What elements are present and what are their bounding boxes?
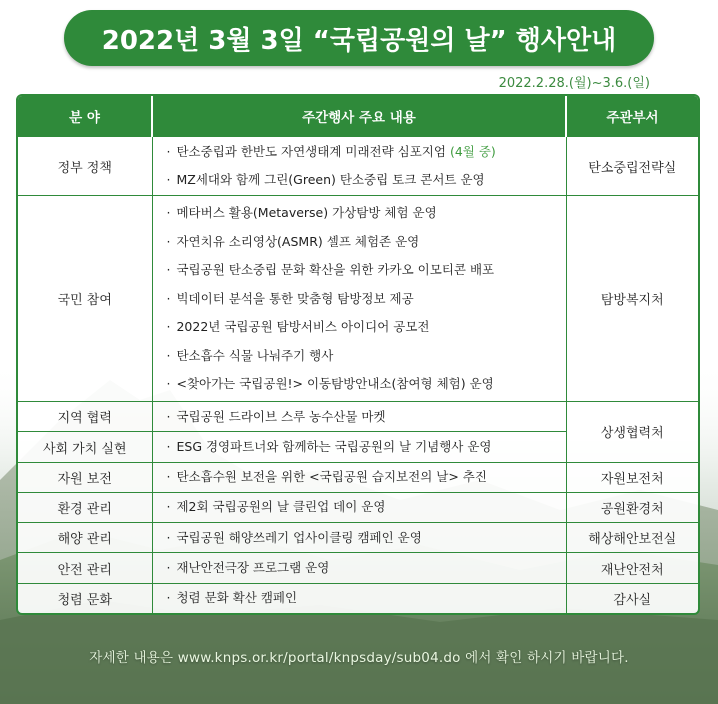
row-items	[152, 196, 566, 402]
table-row	[18, 137, 698, 196]
list-item	[167, 199, 566, 228]
item-text: <찾아가는 국립공원!> 이동탐방안내소(참여형 체험) 운영	[176, 376, 494, 392]
list-item	[167, 524, 566, 553]
row-items	[152, 432, 566, 462]
list-item	[167, 228, 566, 257]
footer-notice: 자세한 내용은 www.knps.or.kr/portal/knpsday/sub04.do 에서 확인 하시기 바랍니다.	[89, 650, 629, 666]
column-header-content: 주간행사 주요 내용	[152, 96, 566, 137]
row-category: 해양 관리	[18, 523, 152, 553]
item-text: 국립공원 해양쓰레기 업사이클링 캠페인 운영	[176, 529, 422, 545]
item-text: 제2회 국립공원의 날 클린업 데이 운영	[176, 499, 386, 515]
list-item	[167, 342, 566, 371]
bullet-mark: ·	[166, 290, 171, 306]
row-category: 자원 보전	[18, 462, 152, 492]
row-department: 상생협력처	[566, 402, 698, 463]
list-item	[167, 138, 566, 167]
list-item	[167, 370, 566, 399]
event-table	[16, 94, 700, 615]
table-row	[18, 583, 698, 613]
list-item	[167, 463, 566, 492]
item-text: ESG 경영파트너와 함께하는 국립공원의 날 기념행사 운영	[176, 438, 492, 454]
bullet-mark: ·	[166, 590, 171, 606]
row-items	[152, 492, 566, 522]
row-category: 정부 정책	[18, 137, 152, 196]
item-text: 재난안전극장 프로그램 운영	[176, 559, 330, 575]
list-item	[167, 313, 566, 342]
row-items	[152, 553, 566, 583]
row-category: 환경 관리	[18, 492, 152, 522]
column-header-department: 주관부서	[566, 96, 698, 137]
row-department: 공원환경처	[566, 492, 698, 522]
bullet-mark: ·	[166, 143, 171, 159]
list-item	[167, 433, 566, 462]
bullet-mark: ·	[166, 319, 171, 335]
item-text: 국립공원 드라이브 스루 농수산물 마켓	[176, 408, 386, 424]
item-text: 탄소중립과 한반도 자연생태계 미래전략 심포지엄	[176, 143, 446, 159]
item-text: MZ세대와 함께 그린(Green) 탄소중립 토크 콘서트 운영	[176, 172, 485, 188]
item-note: (4월 중)	[449, 143, 496, 159]
bullet-mark: ·	[166, 262, 171, 278]
item-text: 국립공원 탄소중립 문화 확산을 위한 카카오 이모티콘 배포	[176, 262, 495, 278]
list-item	[167, 285, 566, 314]
item-text: 탄소흡수원 보전을 위한 <국립공원 습지보전의 날> 추진	[176, 469, 487, 485]
bullet-mark: ·	[166, 376, 171, 392]
row-items	[152, 462, 566, 492]
bullet-mark: ·	[166, 205, 171, 221]
list-item	[167, 493, 566, 522]
row-category: 안전 관리	[18, 553, 152, 583]
row-department: 자원보전처	[566, 462, 698, 492]
row-items	[152, 523, 566, 553]
bullet-mark: ·	[166, 499, 171, 515]
table-row	[18, 492, 698, 522]
row-category: 청렴 문화	[18, 583, 152, 613]
table-row	[18, 553, 698, 583]
bullet-mark: ·	[166, 347, 171, 363]
event-period: 2022.2.28.(월)~3.6.(일)	[498, 76, 650, 91]
table-row	[18, 462, 698, 492]
bullet-mark: ·	[166, 408, 171, 424]
table-header-row	[18, 96, 698, 137]
row-category: 사회 가치 실현	[18, 432, 152, 462]
list-item	[167, 166, 566, 195]
schedule-table	[18, 96, 698, 613]
table-row	[18, 402, 698, 432]
list-item	[167, 584, 566, 613]
row-department: 재난안전처	[566, 553, 698, 583]
bullet-mark: ·	[166, 438, 171, 454]
row-department: 탄소중립전략실	[566, 137, 698, 196]
list-item	[167, 554, 566, 583]
item-text: 탄소흡수 식물 나눠주기 행사	[176, 347, 334, 363]
item-text: 청렴 문화 확산 캠페인	[176, 590, 298, 606]
row-items	[152, 137, 566, 196]
item-text: 빅데이터 분석을 통한 맞춤형 탐방정보 제공	[176, 290, 414, 306]
row-department: 탐방복지처	[566, 196, 698, 402]
list-item	[167, 256, 566, 285]
row-department: 감사실	[566, 583, 698, 613]
table-row	[18, 523, 698, 553]
table-row	[18, 196, 698, 402]
bullet-mark: ·	[166, 529, 171, 545]
bullet-mark: ·	[166, 469, 171, 485]
bullet-mark: ·	[166, 233, 171, 249]
row-items	[152, 583, 566, 613]
item-text: 메타버스 활용(Metaverse) 가상탐방 체험 운영	[176, 205, 437, 221]
list-item	[167, 403, 566, 432]
row-items	[152, 402, 566, 432]
row-category: 국민 참여	[18, 196, 152, 402]
row-category: 지역 협력	[18, 402, 152, 432]
item-text: 자연치유 소리영상(ASMR) 셀프 체험존 운영	[176, 233, 420, 249]
bullet-mark: ·	[166, 172, 171, 188]
bullet-mark: ·	[166, 559, 171, 575]
column-header-category: 분 야	[18, 96, 152, 137]
page-title: 2022년 3월 3일 “국립공원의 날” 행사안내	[64, 10, 654, 66]
row-department: 해상해안보전실	[566, 523, 698, 553]
item-text: 2022년 국립공원 탐방서비스 아이디어 공모전	[176, 319, 430, 335]
